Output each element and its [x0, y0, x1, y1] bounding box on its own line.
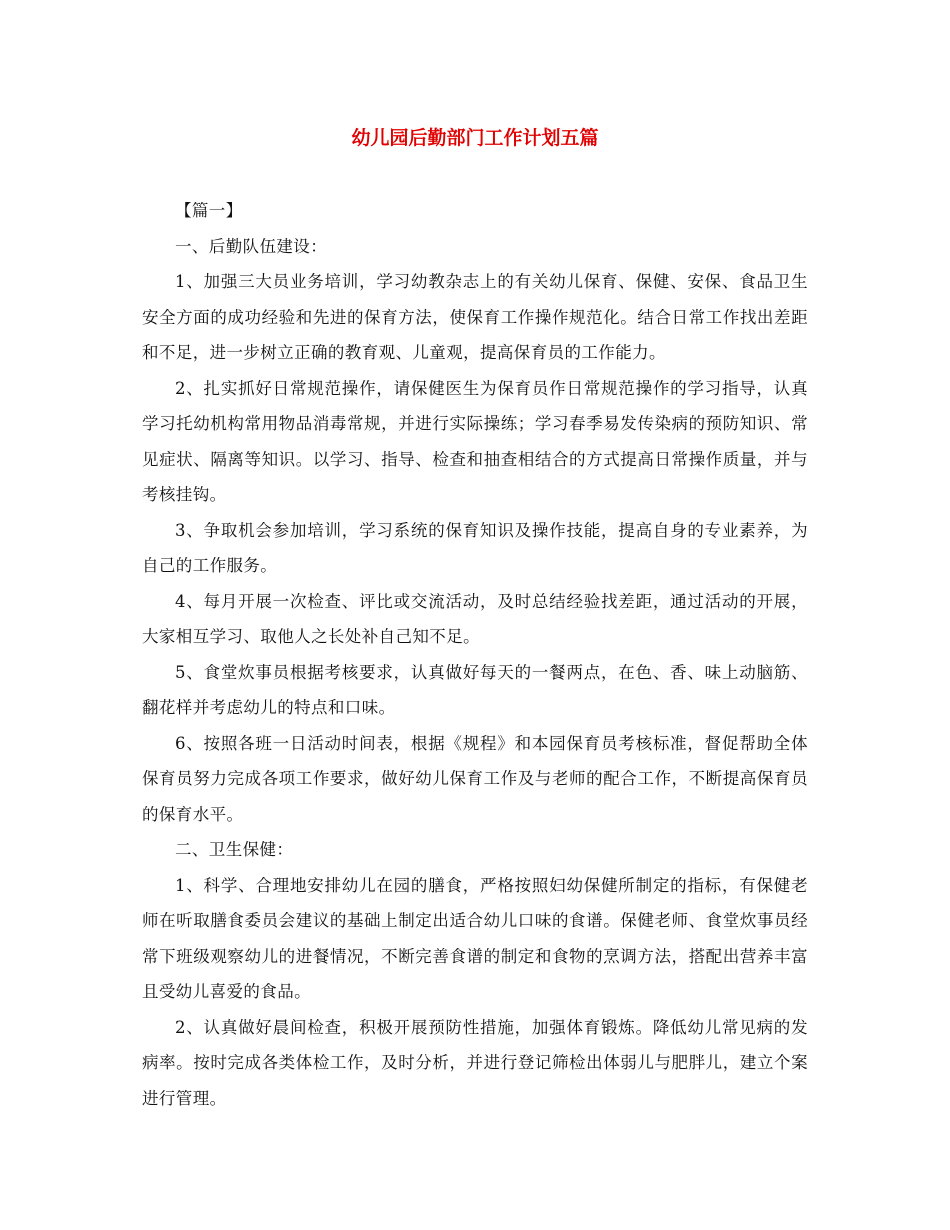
- document-body: [142, 193, 808, 1116]
- section-heading-logistics-team: 一、后勤队伍建设：: [175, 236, 328, 256]
- section-heading-pian-yi: 【篇一】: [175, 201, 243, 220]
- paragraph: 3、争取机会参加培训，学习系统的保育知识及操作技能，提高自身的专业素养，为自己的工作服务。: [142, 520, 808, 575]
- paragraph: 1、科学、合理地安排幼儿在园的膳食，严格按照妇幼保健所制定的指标，有保健老师在听取膳食委员会建议的基础上制定出适合幼儿口味的食谱。保健老师、食堂炊事员经常下班级观察幼儿的进餐情况，不断完善食谱的制定和食物的烹调方法，搭配出营养丰富且受幼儿喜爱的食品。: [142, 875, 808, 1001]
- paragraph: 2、认真做好晨间检查，积极开展预防性措施，加强体育锻炼。降低幼儿常见病的发病率。按时完成各类体检工作，及时分析，并进行登记筛检出体弱儿与肥胖儿，建立个案进行管理。: [142, 1017, 808, 1108]
- paragraph: 1、加强三大员业务培训，学习幼教杂志上的有关幼儿保育、保健、安保、食品卫生安全方面的成功经验和先进的保育方法，使保育工作操作规范化。结合日常工作找出差距和不足，进一步树立正确的教育观、儿童观，提高保育员的工作能力。: [142, 272, 808, 362]
- paragraph: 2、扎实抓好日常规范操作，请保健医生为保育员作日常规范操作的学习指导，认真学习托幼机构常用物品消毒常规，并进行实际操练；学习春季易发传染病的预防知识、常见症状、隔离等知识。以学习、指导、检查和抽查相结合的方式提高日常操作质量，并与考核挂钩。: [142, 378, 808, 504]
- paragraph: 4、每月开展一次检查、评比或交流活动，及时总结经验找差距，通过活动的开展，大家相互学习、取他人之长处补自己知不足。: [142, 591, 808, 646]
- paragraph: 6、按照各班一日活动时间表，根据《规程》和本园保育员考核标准，督促帮助全体保育员努力完成各项工作要求，做好幼儿保育工作及与老师的配合工作，不断提高保育员的保育水平。: [142, 733, 808, 824]
- document-title: 幼儿园后勤部门工作计划五篇: [351, 127, 599, 149]
- paragraph: 5、食堂炊事员根据考核要求，认真做好每天的一餐两点，在色、香、味上动脑筋、翻花样并考虑幼儿的特点和口味。: [142, 662, 808, 717]
- section-heading-health-care: 二、卫生保健：: [175, 840, 294, 859]
